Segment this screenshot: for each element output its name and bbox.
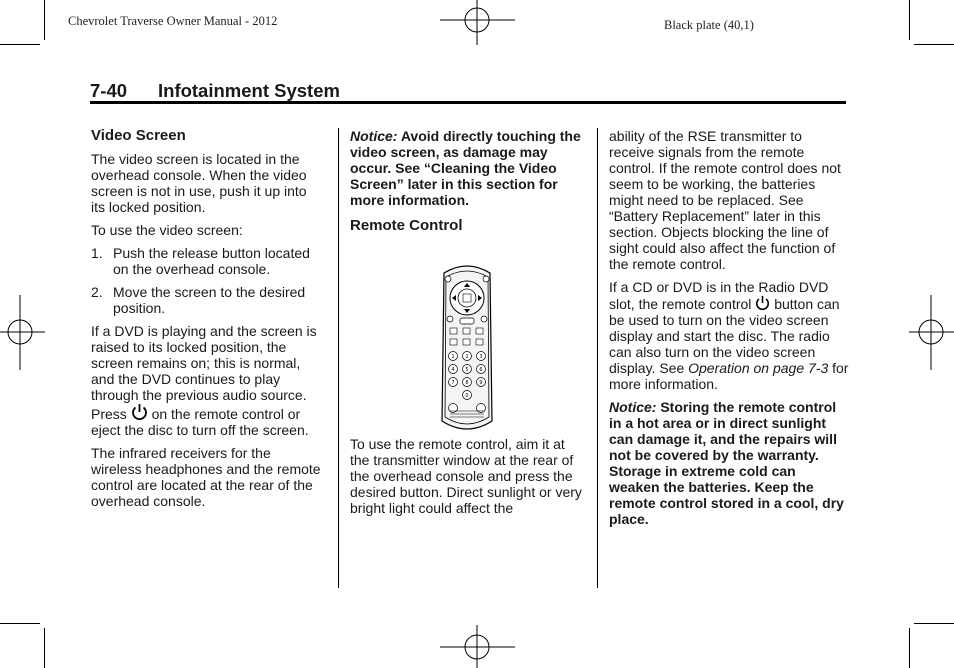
list-item: 2. Move the screen to the desired position. xyxy=(91,284,306,316)
paragraph: The video screen is located in the overhead console. When the video screen is not in use, push it up into its locked position. xyxy=(91,151,307,215)
keypad-label: 6 xyxy=(479,366,483,373)
keypad-label: 5 xyxy=(465,366,469,373)
remote-control-illustration xyxy=(436,261,498,437)
list-item: 1. Push the release button located on the overhead console. xyxy=(91,245,310,277)
paragraph: If a DVD is playing and the screen is raised to its locked position, the screen remains on; this is normal, and the DVD continues to play through the previous audio source. xyxy=(91,323,317,403)
heading-remote-control: Remote Control xyxy=(350,217,463,234)
steps-list xyxy=(91,245,323,316)
page-number: 7-40 xyxy=(90,80,128,101)
paragraph: ability of the RSE transmitter to receive signals from the remote control. If the remote control does not seem to be working, the batteries might need to be replaced. See “Battery Replacement” later in this section. Objects blocking the line of sight could also affect the function of the remote control. xyxy=(609,128,841,272)
paragraph: Press on the remote control or eject the disc to turn off the screen. xyxy=(91,403,323,438)
power-icon xyxy=(131,403,148,421)
notice-label: Notice: xyxy=(609,399,657,415)
column-divider xyxy=(338,128,339,588)
column-1 xyxy=(91,128,323,516)
heading-video-screen: Video Screen xyxy=(91,127,186,144)
registration-mark-right xyxy=(909,295,954,370)
keypad-label: 1 xyxy=(451,353,455,360)
registration-mark-bottom xyxy=(440,625,515,668)
paragraph: To use the video screen: xyxy=(91,222,243,238)
keypad-label: 3 xyxy=(479,353,483,360)
registration-mark-left xyxy=(0,295,45,370)
column-2 xyxy=(350,128,586,523)
paragraph: If a CD or DVD is in the Radio DVD slot, the remote control button can be used to turn on the video screen display and start the disc. The radio can also turn on the video screen display. See Operation on page 7-3 for more information. xyxy=(609,279,849,392)
notice: Notice: Avoid directly touching the video screen, as damage may occur. See “Cleaning the Video Screen” later in this section for more information. xyxy=(350,128,581,208)
paragraph: The infrared receivers for the wireless headphones and the remote control are located at the rear of the overhead console. xyxy=(91,445,321,509)
manual-title: Chevrolet Traverse Owner Manual - 2012 xyxy=(68,14,278,28)
notice-label: Notice: xyxy=(350,128,398,144)
keypad-label: 2 xyxy=(465,353,469,360)
keypad-label: 0 xyxy=(465,392,469,399)
keypad-label: 7 xyxy=(451,379,455,386)
keypad-label: 9 xyxy=(479,379,483,386)
section-title: Infotainment System xyxy=(158,80,340,101)
keypad-label: 8 xyxy=(465,379,469,386)
header-rule xyxy=(90,101,846,104)
notice: Notice: Storing the remote control in a hot area or in direct sunlight can damage it, and the repairs will not be covered by the warranty. Storage in extreme cold can weaken the batteries. Keep the remote control stored in a cool, dry place. xyxy=(609,399,844,527)
power-icon xyxy=(755,295,770,311)
column-divider xyxy=(597,128,598,588)
plate-label: Black plate (40,1) xyxy=(664,18,754,32)
column-3 xyxy=(609,128,849,534)
cross-reference-link[interactable]: Operation on page 7-3 xyxy=(688,360,829,376)
paragraph: To use the remote control, aim it at the transmitter window at the rear of the overhead console and press the desired button. Direct sunlight or very bright light could affect the xyxy=(350,436,582,516)
keypad-label: 4 xyxy=(451,366,455,373)
registration-mark-top xyxy=(440,0,515,45)
